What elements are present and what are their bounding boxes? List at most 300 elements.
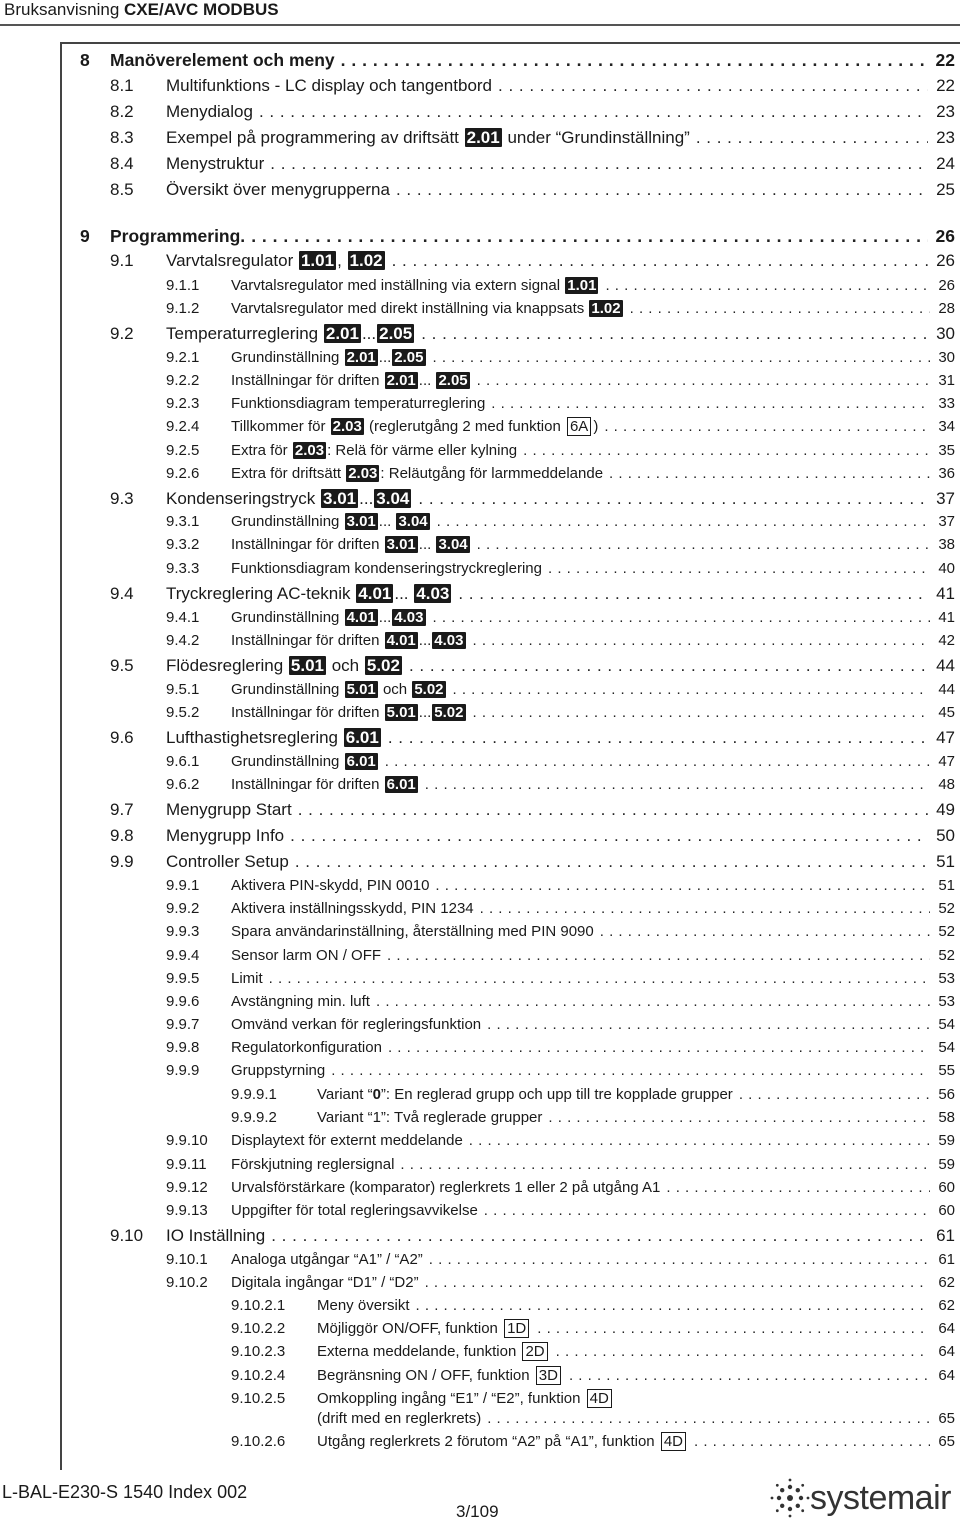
toc-entry-number: 9.3.2 [166, 536, 200, 553]
toc-entry[interactable] [166, 513, 955, 530]
dot-leader [271, 1226, 928, 1246]
dot-leader [433, 609, 931, 626]
title-text: Spara användarinställning, återställning med PIN 9090 [231, 923, 594, 940]
toc-entry[interactable] [231, 1390, 955, 1407]
toc-entry-title [231, 442, 517, 459]
toc-entry-number: 9.10.2.5 [231, 1390, 286, 1407]
toc-entry-number: 9.9.9.1 [231, 1086, 277, 1103]
title-text: (drift med en reglerkrets) [317, 1410, 482, 1427]
toc-entry[interactable] [110, 1226, 955, 1246]
toc-entry-title [231, 395, 485, 412]
toc-entry-number: 9.10.1 [166, 1251, 208, 1268]
toc-entry[interactable] [166, 632, 955, 649]
toc-entry-number: 9.9.4 [166, 947, 200, 964]
toc-entry[interactable] [166, 923, 955, 940]
menu-code-badge: 5.02 [366, 656, 400, 675]
toc-entry[interactable] [231, 1320, 955, 1337]
title-text: ... [378, 609, 392, 626]
dot-leader [269, 970, 931, 987]
dot-leader [600, 923, 931, 940]
title-text: Grundinställning [231, 753, 344, 770]
title-text: : Reläutgång för larmmeddelande [380, 465, 604, 482]
toc-entry[interactable] [231, 1367, 955, 1384]
toc-entry-page: 33 [938, 395, 955, 412]
toc-entry[interactable] [110, 76, 955, 96]
toc-entry[interactable] [166, 1016, 955, 1033]
title-text: , [337, 251, 347, 270]
title-text: Extra för driftsätt [231, 465, 346, 482]
toc-entry-number: 9.2.2 [166, 372, 200, 389]
title-text: Displaytext för externt meddelande [231, 1132, 463, 1149]
menu-code-badge: 4.01 [346, 609, 376, 626]
dot-leader [491, 395, 930, 412]
dot-leader [696, 128, 928, 148]
toc-entry-title [317, 1086, 733, 1103]
toc-entry[interactable] [110, 324, 955, 344]
menu-code-badge: 5.02 [414, 681, 444, 698]
title-text: Grundinställning [231, 609, 344, 626]
toc-entry-page: 37 [936, 489, 955, 508]
toc-entry[interactable] [166, 536, 955, 553]
toc-entry-page: 30 [938, 349, 955, 366]
dot-leader [295, 852, 928, 872]
toc-entry-title [166, 800, 292, 820]
toc-entry-title [166, 324, 415, 344]
toc-entry-number: 9.10.2.2 [231, 1320, 286, 1337]
toc-entry[interactable] [110, 584, 955, 604]
toc-entry-title [231, 349, 427, 366]
title-text: Omkoppling ingång “E1” / “E2”, funktion [317, 1390, 585, 1407]
dot-leader [429, 1251, 931, 1268]
toc-entry-title [317, 1410, 481, 1427]
dot-leader [435, 877, 930, 894]
toc-entry-page: 44 [938, 681, 955, 698]
title-text: ... [418, 632, 432, 649]
dot-leader [556, 1343, 931, 1360]
title-text: Analoga utgångar “A1” / “A2” [231, 1251, 423, 1268]
toc-entry-title [231, 1274, 419, 1291]
toc-entry-page: 26 [935, 226, 955, 246]
toc-entry[interactable] [80, 226, 955, 247]
toc-entry-page: 51 [936, 852, 955, 871]
toc-entry-number: 8.1 [110, 76, 134, 95]
dot-leader [694, 1433, 930, 1450]
dot-leader [251, 226, 927, 247]
toc-entry[interactable] [166, 1179, 955, 1196]
toc-entry-title [231, 513, 431, 530]
header-rule [0, 24, 960, 26]
toc-entry-page: 60 [938, 1202, 955, 1219]
dot-leader [498, 76, 928, 96]
menu-code-badge: 2.03 [294, 442, 325, 459]
toc-entry-title [166, 102, 253, 122]
toc-entry-title [231, 609, 427, 626]
title-text: Sensor larm ON / OFF [231, 947, 382, 964]
toc-entry[interactable] [110, 800, 955, 820]
dot-leader [392, 251, 928, 271]
title-text: Meny översikt [317, 1297, 410, 1314]
toc-entry-number: 8.5 [110, 180, 134, 199]
toc-entry-number: 9.3.1 [166, 513, 200, 530]
toc-entry[interactable] [166, 900, 955, 917]
menu-code-badge: 3.01 [346, 513, 376, 530]
toc-entry[interactable] [166, 877, 955, 894]
toc-entry[interactable] [110, 128, 955, 148]
toc-entry-page: 42 [938, 632, 955, 649]
dot-leader [548, 1109, 930, 1126]
menu-code-badge: 2.05 [438, 372, 468, 389]
toc-entry-title [166, 128, 690, 148]
dot-leader [477, 372, 931, 389]
toc-entry-title [231, 277, 599, 294]
toc-entry-title [231, 704, 467, 721]
title-text: Temperaturreglering [166, 324, 323, 343]
toc-entry-page: 26 [936, 251, 955, 270]
toc-entry-number: 9.2.1 [166, 349, 200, 366]
toc-entry-title [231, 632, 467, 649]
toc-entry[interactable] [231, 1109, 955, 1126]
dot-leader [298, 800, 928, 820]
dot-leader [487, 1016, 930, 1033]
dot-leader [421, 324, 928, 344]
title-text: Inställningar för driften [231, 372, 384, 389]
title-text: ... [418, 372, 436, 389]
toc-entry-number: 9.9.9.2 [231, 1109, 277, 1126]
toc-entry[interactable] [166, 1202, 955, 1219]
title-text: Förskjutning reglersignal [231, 1156, 395, 1173]
toc-entry-title [231, 1132, 463, 1149]
dot-leader [341, 50, 928, 71]
title-text: Menydialog [166, 102, 253, 121]
title-text: Externa meddelande, funktion [317, 1343, 521, 1360]
toc-entry-page: 25 [936, 180, 955, 199]
function-code-box: 6A [567, 417, 591, 436]
dot-leader [469, 1132, 931, 1149]
toc-entry[interactable] [231, 1433, 955, 1450]
dot-leader [416, 1297, 931, 1314]
toc-entry[interactable] [166, 947, 955, 964]
function-code-box: 1D [504, 1319, 529, 1338]
title-text: ... [418, 536, 436, 553]
toc-entry-number: 9.9.13 [166, 1202, 208, 1219]
menu-code-badge: 4.03 [434, 632, 464, 649]
toc-entry-page: 61 [938, 1251, 955, 1268]
title-text: Översikt över menygrupperna [166, 180, 390, 199]
menu-code-badge: 5.02 [434, 704, 464, 721]
title-text: Lufthastighetsreglering [166, 728, 343, 747]
menu-code-badge: 5.01 [386, 704, 416, 721]
toc-entry-page: 24 [936, 154, 955, 173]
toc-entry-page: 59 [938, 1156, 955, 1173]
toc-entry-number: 8.2 [110, 102, 134, 121]
toc-entry[interactable] [166, 1062, 955, 1079]
toc-entry-page: 47 [936, 728, 955, 747]
title-text: ... [378, 349, 392, 366]
toc-entry-page: 55 [938, 1062, 955, 1079]
toc-entry[interactable] [166, 418, 955, 435]
dot-leader [477, 536, 931, 553]
toc-entry-number: 9.2.3 [166, 395, 200, 412]
toc-entry[interactable] [166, 970, 955, 987]
menu-code-badge: 2.01 [386, 372, 416, 389]
toc-entry-number: 9.9.9 [166, 1062, 200, 1079]
menu-code-badge: 5.01 [290, 656, 324, 675]
dot-leader [418, 489, 928, 509]
dot-leader [739, 1086, 931, 1103]
toc-entry-page: 54 [938, 1016, 955, 1033]
dot-leader [387, 947, 930, 964]
toc-entry[interactable] [166, 349, 955, 366]
dot-leader [376, 993, 930, 1010]
toc-entry-number: 9.2.4 [166, 418, 200, 435]
menu-code-badge: 4.01 [358, 584, 392, 603]
toc-entry[interactable] [231, 1343, 955, 1360]
title-text: ... [394, 584, 414, 603]
toc-entry-title [166, 728, 382, 748]
toc-entry[interactable] [80, 50, 955, 71]
dot-leader [290, 826, 928, 846]
toc-entry-page: 22 [936, 76, 955, 95]
title-text: Menygrupp Info [166, 826, 285, 845]
dot-leader [270, 154, 928, 174]
toc-entry-title [166, 251, 386, 271]
toc-entry-title [231, 753, 379, 770]
toc-entry[interactable] [166, 300, 955, 317]
toc-entry-title [231, 1251, 423, 1268]
toc-entry[interactable] [166, 993, 955, 1010]
title-text: Tryckreglering AC-teknik [166, 584, 356, 603]
dot-leader [425, 776, 931, 793]
toc-entry-number: 9.3.3 [166, 560, 200, 577]
toc-entry[interactable] [231, 1410, 955, 1427]
title-text: Begränsning ON / OFF, funktion [317, 1367, 534, 1384]
dot-leader [433, 349, 931, 366]
toc-entry[interactable] [166, 1039, 955, 1056]
title-text: Programmering. [110, 226, 246, 246]
dot-leader [400, 1156, 930, 1173]
toc-entry-page: 62 [938, 1297, 955, 1314]
toc-entry-page: 47 [938, 753, 955, 770]
toc-entry-page: 58 [938, 1109, 955, 1126]
menu-code-badge: 6.01 [346, 753, 376, 770]
toc-entry-page: 26 [938, 277, 955, 294]
title-text: Manöverelement och meny [110, 50, 335, 70]
toc-entry[interactable] [166, 560, 955, 577]
toc-entry-title [317, 1297, 410, 1314]
toc-entry[interactable] [110, 656, 955, 676]
toc-entry-page: 48 [938, 776, 955, 793]
toc-entry-page: 49 [936, 800, 955, 819]
toc-entry[interactable] [166, 704, 955, 721]
toc-entry[interactable] [166, 609, 955, 626]
function-code-box: 3D [536, 1366, 561, 1385]
toc-entry-number: 9.9.10 [166, 1132, 208, 1149]
title-text: Uppgifter för total regleringsavvikelse [231, 1202, 478, 1219]
menu-code-badge: 3.04 [398, 513, 428, 530]
toc-entry-number: 9.2.6 [166, 465, 200, 482]
toc-entry[interactable] [166, 442, 955, 459]
title-text: Funktionsdiagram temperaturreglering [231, 395, 486, 412]
toc-entry-title [231, 900, 474, 917]
toc-entry[interactable] [166, 753, 955, 770]
toc-entry-number: 9.2 [110, 324, 134, 343]
toc-entry[interactable] [110, 102, 955, 122]
toc-entry-page: 35 [938, 442, 955, 459]
toc-entry-number: 9.9.11 [166, 1156, 207, 1173]
menu-code-badge: 4.03 [394, 609, 424, 626]
toc-entry-page: 45 [938, 704, 955, 721]
toc-entry[interactable] [166, 776, 955, 793]
dot-leader [473, 632, 931, 649]
dot-leader [259, 102, 928, 122]
toc-entry-page: 53 [938, 993, 955, 1010]
title-text: : Relä för värme eller kylning [327, 442, 518, 459]
title-text: Urvalsförstärkare (komparator) reglerkrets 1 eller 2 på utgång A1 [231, 1179, 661, 1196]
toc-entry-page: 38 [938, 536, 955, 553]
toc-entry-title [317, 1433, 688, 1450]
dot-leader [484, 1202, 931, 1219]
toc-entry-number: 9.2.5 [166, 442, 200, 459]
toc-entry-number: 9.4.2 [166, 632, 200, 649]
toc-entry-number: 9.10 [110, 1226, 144, 1245]
toc-entry[interactable] [110, 826, 955, 846]
toc-entry-number: 9.9.3 [166, 923, 200, 940]
toc-entry-title [231, 947, 381, 964]
toc-entry[interactable] [110, 489, 955, 509]
toc-entry-title [317, 1343, 550, 1360]
title-text: Grundinställning [231, 513, 344, 530]
toc-entry[interactable] [166, 277, 955, 294]
menu-code-badge: 3.01 [323, 489, 357, 508]
toc-entry-number: 9.6 [110, 728, 134, 747]
dot-leader [605, 277, 930, 294]
title-text: under “Grundinställning” [502, 128, 690, 147]
toc-entry[interactable] [166, 1251, 955, 1268]
menu-code-badge: 5.01 [346, 681, 376, 698]
toc-entry-page: 64 [938, 1367, 955, 1384]
menu-code-badge: 2.03 [332, 418, 362, 435]
dot-leader [609, 465, 930, 482]
title-text: IO Inställning [166, 1226, 266, 1245]
toc-entry-title [231, 993, 370, 1010]
toc-entry-page: 36 [938, 465, 955, 482]
function-code-box: 4D [661, 1432, 686, 1451]
title-text: Menygrupp Start [166, 800, 292, 819]
title-text: Flödesreglering [166, 656, 288, 675]
dot-leader [409, 656, 928, 676]
toc-entry-title [231, 560, 542, 577]
toc-entry-page: 41 [938, 609, 955, 626]
dot-leader [537, 1320, 930, 1337]
menu-code-badge: 2.01 [325, 324, 359, 343]
toc-entry[interactable] [110, 180, 955, 200]
toc-entry[interactable] [166, 395, 955, 412]
title-text: Tillkommer för [231, 418, 330, 435]
title-text: Utgång reglerkrets 2 förutom “A2” på “A1”, funktion [317, 1433, 659, 1450]
title-text: Gruppstyrning [231, 1062, 326, 1079]
toc-entry-title [317, 1390, 614, 1407]
toc-entry[interactable] [110, 728, 955, 748]
title-text: Aktivera PIN-skydd, PIN 0010 [231, 877, 430, 894]
title-text: Variant “ [317, 1086, 373, 1103]
title-text: Controller Setup [166, 852, 289, 871]
toc-entry-page: 65 [938, 1410, 955, 1427]
title-text: Funktionsdiagram kondenseringstryckreglering [231, 560, 542, 577]
toc-entry-page: 52 [938, 947, 955, 964]
toc-entry[interactable] [110, 852, 955, 872]
dot-leader [425, 1274, 931, 1291]
toc-entry[interactable] [110, 154, 955, 174]
toc-entry-page: 51 [938, 877, 955, 894]
title-text: Avstängning min. luft [231, 993, 370, 1010]
toc-entry-number: 9.1.2 [166, 300, 200, 317]
title-text: ) [593, 418, 599, 435]
logo-wordmark: systemair [810, 1478, 951, 1517]
toc-entry[interactable] [231, 1297, 955, 1314]
toc-entry-number: 9.9 [110, 852, 134, 871]
toc-entry-number: 9.9.5 [166, 970, 200, 987]
toc-entry-page: 61 [936, 1226, 955, 1245]
toc-entry-page: 50 [936, 826, 955, 845]
title-text: Varvtalsregulator med inställning via extern signal [231, 277, 565, 294]
menu-code-badge: 1.01 [300, 251, 335, 270]
toc-entry-number: 9.9.12 [166, 1179, 208, 1196]
toc-entry-page: 56 [938, 1086, 955, 1103]
toc-entry[interactable] [110, 251, 955, 271]
toc-entry-title [166, 1226, 265, 1246]
title-text: Inställningar för driften [231, 536, 384, 553]
toc-entry-number: 9.10.2.4 [231, 1367, 286, 1384]
title-text: Kondenseringstryck [166, 489, 321, 508]
toc-entry-title [166, 76, 492, 96]
variant-number: 0 [372, 1086, 381, 1103]
dot-leader [548, 560, 930, 577]
dot-leader [437, 513, 931, 530]
toc-entry[interactable] [231, 1086, 955, 1103]
menu-code-badge: 2.01 [466, 128, 500, 147]
menu-code-badge: 2.05 [394, 349, 424, 366]
dot-leader [604, 418, 930, 435]
toc-entry[interactable] [166, 372, 955, 389]
toc-entry-title [231, 372, 471, 389]
title-text: Extra för [231, 442, 292, 459]
toc-entry-title [231, 536, 471, 553]
toc-entry-title [231, 923, 594, 940]
toc-entry[interactable] [166, 1156, 955, 1173]
toc-entry[interactable] [166, 1274, 955, 1291]
toc-entry[interactable] [166, 465, 955, 482]
toc-entry-title [231, 1039, 382, 1056]
toc-entry-page: 23 [936, 128, 955, 147]
menu-code-badge: 6.01 [386, 776, 416, 793]
toc-entry-page: 28 [938, 300, 955, 317]
title-text: ... [378, 513, 396, 530]
toc-entry[interactable] [166, 1132, 955, 1149]
toc-entry-title [231, 681, 447, 698]
toc-entry[interactable] [166, 681, 955, 698]
title-text: (reglerutgång 2 med funktion [364, 418, 565, 435]
toc-entry-title [231, 1202, 478, 1219]
toc-entry-page: 64 [938, 1320, 955, 1337]
toc-entry-page: 52 [938, 900, 955, 917]
toc-entry-title [231, 1179, 660, 1196]
header-title: CXE/AVC MODBUS [124, 0, 279, 19]
toc-entry-title [231, 418, 598, 435]
menu-code-badge: 4.01 [386, 632, 416, 649]
dot-leader [473, 704, 931, 721]
toc-entry-number: 9.9.1 [166, 877, 200, 894]
toc-entry-number: 9.1 [110, 251, 134, 270]
